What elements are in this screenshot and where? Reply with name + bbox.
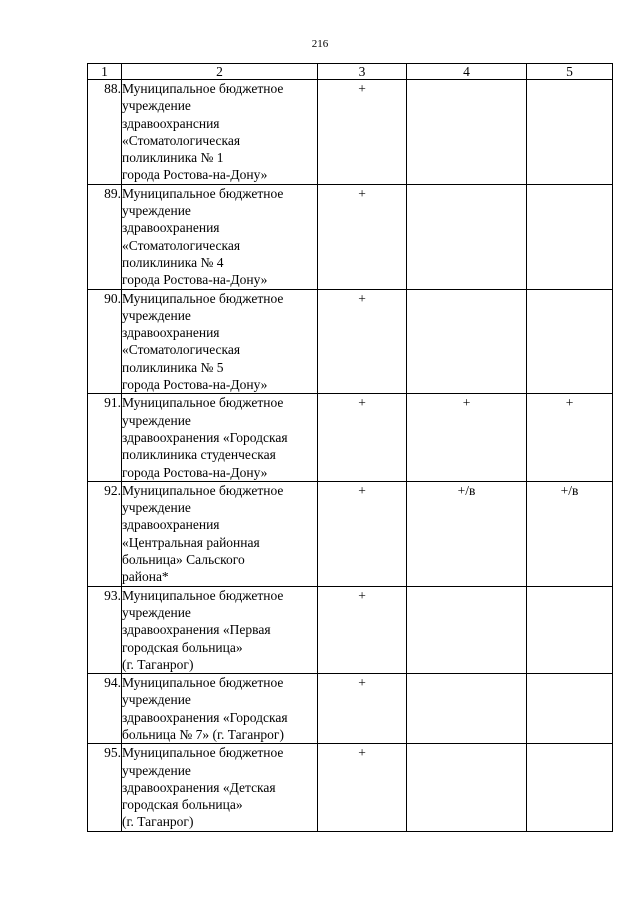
- header-col-1: 1: [88, 64, 122, 80]
- institution-name-line: Муниципальное бюджетное: [122, 587, 284, 603]
- institution-name-line: больница» Сальского: [122, 552, 245, 568]
- institution-name-line: городская больница»: [122, 797, 243, 813]
- cell-col-5: [527, 184, 613, 289]
- cell-col-5: +/в: [527, 481, 613, 586]
- institution-name-line: Муниципальное бюджетное: [122, 675, 284, 691]
- institution-name-line: «Стоматологическая: [122, 237, 241, 253]
- institution-name: [122, 744, 318, 831]
- institution-name-line: поликлиника студенческая: [122, 447, 276, 463]
- table-row: [88, 289, 613, 394]
- cell-col-4: [407, 744, 527, 831]
- institution-name-line: «Центральная районная: [122, 534, 260, 550]
- cell-col-5: [527, 80, 613, 185]
- institution-name: [122, 674, 318, 744]
- header-col-3: 3: [318, 64, 407, 80]
- cell-col-3: +: [318, 586, 407, 673]
- header-col-2: 2: [122, 64, 318, 80]
- institution-name-line: города Ростова-на-Дону»: [122, 464, 268, 480]
- institution-name-line: Муниципальное бюджетное: [122, 81, 284, 96]
- table-row: [88, 394, 613, 481]
- cell-col-3: +: [318, 674, 407, 744]
- cell-col-3: +: [318, 394, 407, 481]
- institution-name-line: Муниципальное бюджетное: [122, 290, 284, 306]
- institution-name-line: учреждение: [122, 692, 191, 708]
- row-number: 93.: [88, 586, 122, 673]
- page-number: 216: [311, 38, 329, 50]
- institution-name-line: больница № 7» (г. Таганрог): [122, 726, 284, 742]
- institution-name: [122, 394, 318, 481]
- institution-name-line: поликлиника № 1: [122, 150, 224, 166]
- institution-name-line: учреждение: [122, 412, 191, 428]
- table-row: [88, 744, 613, 831]
- institution-name-line: учреждение: [122, 98, 191, 114]
- institution-name-line: здравоохранения: [122, 325, 220, 341]
- institution-name-line: учреждение: [122, 203, 191, 219]
- institution-name-line: поликлиника № 4: [122, 254, 224, 270]
- institution-name-line: учреждение: [122, 307, 191, 323]
- table-row: [88, 80, 613, 185]
- institution-name-line: здравоохранения «Первая: [122, 622, 271, 638]
- institution-name-line: учреждение: [122, 500, 191, 516]
- row-number: 90.: [88, 289, 122, 394]
- institution-name-line: района*: [122, 569, 169, 585]
- institution-name: [122, 289, 318, 394]
- cell-col-4: [407, 80, 527, 185]
- row-number: 92.: [88, 481, 122, 586]
- institution-name-line: здравоохранения «Детская: [122, 779, 276, 795]
- institution-name-line: Муниципальное бюджетное: [122, 395, 284, 411]
- header-col-4: 4: [407, 64, 527, 80]
- institution-name-line: поликлиника № 5: [122, 359, 224, 375]
- table-row: [88, 481, 613, 586]
- cell-col-3: +: [318, 481, 407, 586]
- row-number: 91.: [88, 394, 122, 481]
- row-number: 94.: [88, 674, 122, 744]
- institution-name-line: здравоохранения «Городская: [122, 709, 288, 725]
- institution-name: [122, 80, 318, 185]
- cell-col-5: [527, 586, 613, 673]
- cell-col-5: +: [527, 394, 613, 481]
- institution-name-line: города Ростова-на-Дону»: [122, 272, 268, 288]
- cell-col-4: [407, 184, 527, 289]
- row-number: 95.: [88, 744, 122, 831]
- cell-col-4: +: [407, 394, 527, 481]
- cell-col-4: [407, 674, 527, 744]
- institution-name-line: городская больница»: [122, 639, 243, 655]
- institution-name-line: (г. Таганрог): [122, 814, 194, 830]
- institution-name-line: учреждение: [122, 604, 191, 620]
- institution-name-line: Муниципальное бюджетное: [122, 185, 284, 201]
- table-body: [88, 80, 613, 832]
- cell-col-3: +: [318, 80, 407, 185]
- table-row: [88, 184, 613, 289]
- institution-name: [122, 481, 318, 586]
- cell-col-5: [527, 744, 613, 831]
- institution-name-line: «Стоматологическая: [122, 342, 241, 358]
- table-row: [88, 674, 613, 744]
- institution-name-line: Муниципальное бюджетное: [122, 745, 284, 761]
- institution-name-line: города Ростова-на-Дону»: [122, 377, 268, 393]
- institution-name-line: здравоохранения «Городская: [122, 429, 288, 445]
- cell-col-3: +: [318, 289, 407, 394]
- data-table: [87, 63, 613, 832]
- row-number: 88.: [88, 80, 122, 185]
- cell-col-5: [527, 289, 613, 394]
- institution-name-line: учреждение: [122, 762, 191, 778]
- institution-name-line: (г. Таганрог): [122, 656, 194, 672]
- institution-name-line: города Ростова-на-Дону»: [122, 167, 268, 183]
- table-row: [88, 586, 613, 673]
- institution-name: [122, 184, 318, 289]
- cell-col-5: [527, 674, 613, 744]
- institution-name-line: «Стоматологическая: [122, 132, 241, 148]
- institution-name-line: здравоохрансния: [122, 115, 220, 131]
- header-row: [88, 64, 613, 80]
- header-col-5: 5: [527, 64, 613, 80]
- cell-col-3: +: [318, 744, 407, 831]
- row-number: 89.: [88, 184, 122, 289]
- cell-col-4: +/в: [407, 481, 527, 586]
- cell-col-4: [407, 289, 527, 394]
- cell-col-3: +: [318, 184, 407, 289]
- institution-name-line: здравоохранения: [122, 220, 220, 236]
- institution-name-line: здравоохранения: [122, 517, 220, 533]
- institution-name-line: Муниципальное бюджетное: [122, 482, 284, 498]
- institution-name: [122, 586, 318, 673]
- cell-col-4: [407, 586, 527, 673]
